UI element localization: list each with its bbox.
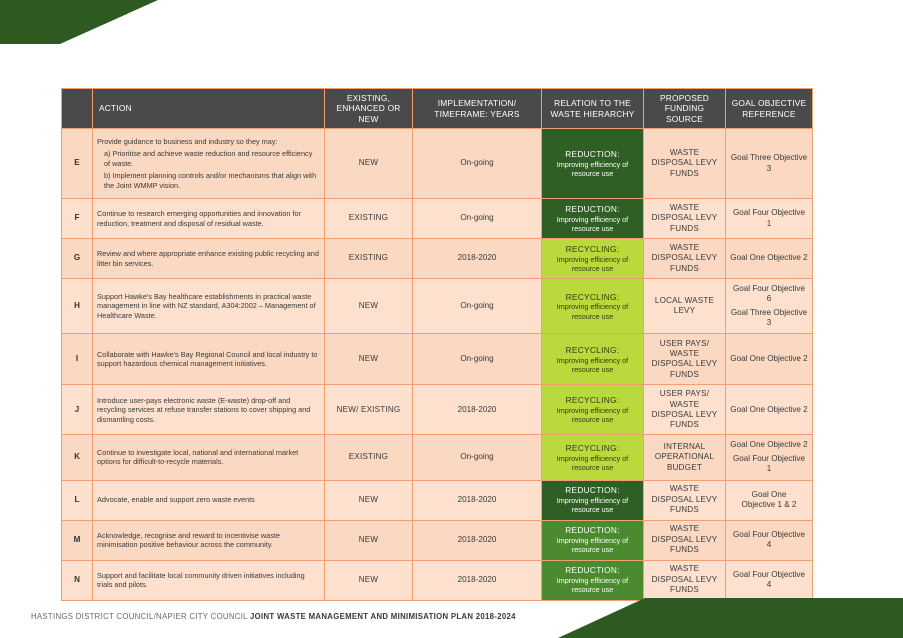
goal-reference: Goal One Objective 2 [730, 253, 808, 263]
hierarchy-detail: Improving efficiency of resource use [556, 302, 629, 321]
row-status: NEW [325, 480, 413, 520]
row-action [93, 129, 325, 199]
table-row [62, 334, 813, 385]
footer-title: JOINT WASTE MANAGEMENT AND MINIMISATION PLAN 2018-2024 [250, 612, 516, 621]
row-goal [726, 279, 813, 334]
row-status: NEW [325, 279, 413, 334]
hierarchy-detail: Improving efficiency of resource use [556, 496, 629, 515]
header-goal: GOAL OBJECTIVE REFERENCE [726, 89, 813, 129]
row-id: J [62, 385, 93, 435]
table-row [62, 239, 813, 279]
row-status: NEW [325, 520, 413, 560]
hierarchy-detail: Improving efficiency of resource use [556, 254, 629, 273]
hierarchy-detail: Improving efficiency of resource use [556, 406, 629, 425]
row-hierarchy [542, 199, 644, 239]
row-timeframe: On-going [413, 435, 542, 480]
row-status: NEW [325, 334, 413, 385]
row-hierarchy [542, 480, 644, 520]
goal-reference: Goal One Objective 2 [730, 440, 808, 450]
action-plan-table [61, 88, 813, 601]
goal-reference: Goal One Objective 2 [730, 354, 808, 364]
table-row [62, 435, 813, 480]
row-timeframe: 2018-2020 [413, 239, 542, 279]
table-row [62, 385, 813, 435]
row-hierarchy [542, 435, 644, 480]
goal-reference: Goal Four Objective 1 [733, 208, 805, 228]
row-status: NEW [325, 129, 413, 199]
row-hierarchy [542, 129, 644, 199]
row-hierarchy [542, 385, 644, 435]
row-id: K [62, 435, 93, 480]
row-id: E [62, 129, 93, 199]
header-existing: EXISTING, ENHANCED OR NEW [325, 89, 413, 129]
footer-org: HASTINGS DISTRICT COUNCIL/NAPIER CITY COUNCIL [31, 612, 248, 621]
hierarchy-detail: Improving efficiency of resource use [556, 159, 629, 178]
row-status: EXISTING [325, 239, 413, 279]
row-funding: USER PAYS/ WASTE DISPOSAL LEVY FUNDS [644, 334, 726, 385]
header-timeframe: IMPLEMENTATION/ TIMEFRAME: YEARS [413, 89, 542, 129]
goal-reference: Goal Four Objective 4 [733, 569, 805, 590]
row-timeframe: On-going [413, 199, 542, 239]
hierarchy-label: REDUCTION: [565, 525, 620, 536]
top-corner-decoration [0, 0, 170, 44]
row-funding: WASTE DISPOSAL LEVY FUNDS [644, 129, 726, 199]
row-id: I [62, 334, 93, 385]
row-action: Continue to research emerging opportunities and innovation for reduction, treatment and disposal of residual waste. [93, 199, 325, 239]
row-action: Advocate, enable and support zero waste events [93, 480, 325, 520]
row-action: Review and where appropriate enhance existing public recycling and litter bin services. [93, 239, 325, 279]
table-row [62, 129, 813, 199]
row-timeframe: 2018-2020 [413, 560, 542, 600]
goal-reference: Goal Four Objective 1 [733, 453, 805, 474]
row-funding: WASTE DISPOSAL LEVY FUNDS [644, 199, 726, 239]
hierarchy-label: RECYCLING: [565, 344, 620, 355]
row-action: Collaborate with Hawke's Bay Regional Council and local industry to support hazardous chemical management initiatives. [93, 334, 325, 385]
row-funding: WASTE DISPOSAL LEVY FUNDS [644, 520, 726, 560]
table-row [62, 199, 813, 239]
row-goal [726, 334, 813, 385]
row-goal [726, 129, 813, 199]
action-intro: Provide guidance to business and industry so they may: [97, 136, 278, 146]
action-sub-a: a) Prioritise and achieve waste reduction and resource efficiency of waste. [104, 149, 313, 168]
row-funding: WASTE DISPOSAL LEVY FUNDS [644, 560, 726, 600]
hierarchy-detail: Improving efficiency of resource use [556, 355, 629, 374]
header-id [62, 89, 93, 129]
row-hierarchy [542, 334, 644, 385]
hierarchy-label: RECYCLING: [565, 243, 620, 254]
row-goal [726, 480, 813, 520]
row-goal [726, 199, 813, 239]
goal-reference: Goal Three Objective 3 [730, 307, 808, 328]
row-timeframe: 2018-2020 [413, 520, 542, 560]
row-action: Introduce user-pays electronic waste (E-waste) drop-off and recycling services at refuse transfer stations to cover shipping and dismantling costs. [93, 385, 325, 435]
row-goal [726, 435, 813, 480]
hierarchy-label: REDUCTION: [565, 203, 620, 214]
goal-reference: Goal One Objective 1 & 2 [741, 489, 797, 510]
row-id: M [62, 520, 93, 560]
header-funding: PROPOSED FUNDING SOURCE [644, 89, 726, 129]
table-row [62, 520, 813, 560]
table-header-row [62, 89, 813, 129]
row-goal [726, 385, 813, 435]
action-sub-b: b) Implement planning controls and/or mechanisms that align with the Joint WMMP vision. [104, 171, 317, 190]
row-funding: WASTE DISPOSAL LEVY FUNDS [644, 239, 726, 279]
goal-reference: Goal One Objective 2 [730, 404, 808, 414]
hierarchy-detail: Improving efficiency of resource use [556, 453, 629, 472]
table-row [62, 480, 813, 520]
hierarchy-detail: Improving efficiency of resource use [556, 576, 629, 595]
row-funding: WASTE DISPOSAL LEVY FUNDS [644, 480, 726, 520]
row-timeframe: On-going [413, 279, 542, 334]
row-funding: LOCAL WASTE LEVY [644, 279, 726, 334]
row-timeframe: 2018-2020 [413, 385, 542, 435]
row-status: EXISTING [325, 435, 413, 480]
row-timeframe: 2018-2020 [413, 480, 542, 520]
goal-reference: Goal Three Objective 3 [730, 153, 808, 173]
hierarchy-label: REDUCTION: [565, 565, 620, 576]
row-hierarchy [542, 239, 644, 279]
row-action: Support Hawke's Bay healthcare establishments in practical waste management in line with NZ standard, A304:2002 – Management of Healthcare Waste. [93, 279, 325, 334]
row-action: Support and facilitate local community driven initiatives including trials and pilots. [93, 560, 325, 600]
goal-reference: Goal Four Objective 4 [733, 529, 805, 550]
table-row [62, 279, 813, 334]
row-funding: INTERNAL OPERATIONAL BUDGET [644, 435, 726, 480]
hierarchy-detail: Improving efficiency of resource use [556, 214, 629, 233]
row-hierarchy [542, 279, 644, 334]
row-id: G [62, 239, 93, 279]
row-status: NEW [325, 560, 413, 600]
bottom-corner-decoration [0, 592, 903, 638]
row-action: Acknowledge, recognise and reward to incentivise waste minimisation positive behaviour across the community. [93, 520, 325, 560]
row-id: F [62, 199, 93, 239]
hierarchy-label: REDUCTION: [565, 485, 620, 496]
hierarchy-label: RECYCLING: [565, 395, 620, 406]
goal-reference: Goal Four Objective 6 [733, 284, 805, 304]
row-status: NEW/ EXISTING [325, 385, 413, 435]
row-id: L [62, 480, 93, 520]
row-timeframe: On-going [413, 129, 542, 199]
hierarchy-label: RECYCLING: [565, 442, 620, 453]
header-action: ACTION [93, 89, 325, 129]
header-hierarchy: RELATION TO THE WASTE HIERARCHY [542, 89, 644, 129]
row-timeframe: On-going [413, 334, 542, 385]
row-id: H [62, 279, 93, 334]
hierarchy-label: RECYCLING: [565, 291, 620, 302]
row-hierarchy [542, 520, 644, 560]
row-funding: USER PAYS/ WASTE DISPOSAL LEVY FUNDS [644, 385, 726, 435]
hierarchy-label: REDUCTION: [565, 148, 620, 159]
row-id: N [62, 560, 93, 600]
hierarchy-detail: Improving efficiency of resource use [556, 536, 629, 555]
row-goal [726, 520, 813, 560]
row-status: EXISTING [325, 199, 413, 239]
row-goal [726, 239, 813, 279]
row-action: Continue to investigate local, national and international market options for difficult-to-recycle materials. [93, 435, 325, 480]
